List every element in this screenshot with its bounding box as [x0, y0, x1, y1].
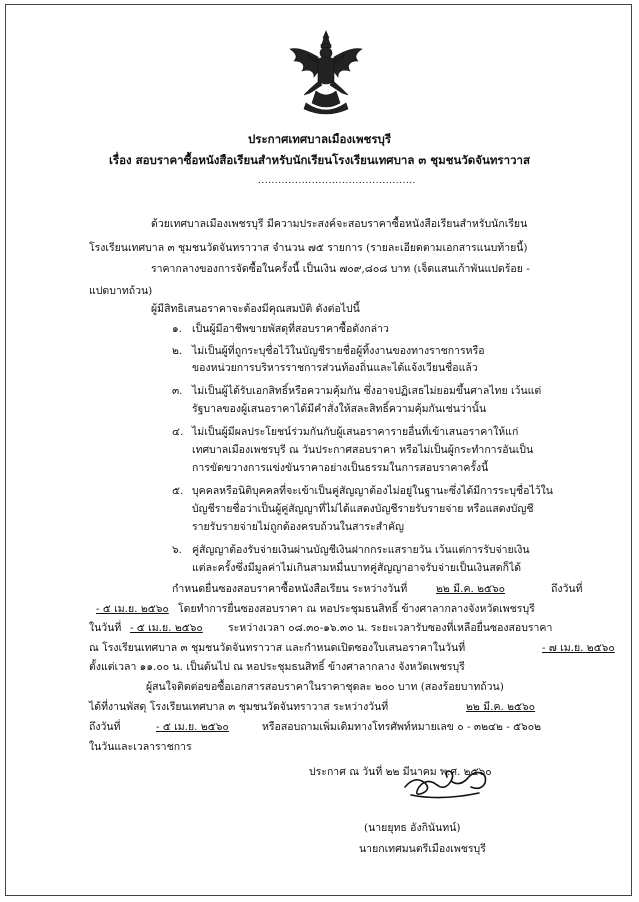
- qual-item-text: รายรับรายจ่ายไม่ถูกต้องครบถ้วนในสาระสำคัญ: [192, 521, 404, 533]
- qual-item-text: ไม่เป็นผู้ได้รับเอกสิทธิ์หรือความคุ้มกัน ซึ่งอาจปฏิเสธไม่ยอมขึ้นศาลไทย เว้นแต่: [192, 385, 542, 397]
- schedule-date: - ๗ เม.ย. ๒๕๖๐: [542, 642, 615, 654]
- document-title: ประกาศเทศบาลเมืองเพชรบุรี: [248, 132, 391, 146]
- qual-item-text: เทศบาลเมืองเพชรบุรี ณ วันประกาศสอบราคา หรือไม่เป็นผู้กระทำการอันเป็น: [192, 444, 534, 456]
- qual-item-number: ๖.: [172, 544, 183, 556]
- schedule-date: - ๕ เม.ย. ๒๕๖๐: [156, 721, 229, 733]
- schedule-line: ณ โรงเรียนเทศบาล ๓ ชุมชนวัดจันทราวาส และกำหนดเปิดซองใบเสนอราคาในวันที่: [89, 642, 466, 654]
- schedule-line: ถึงวันที่: [89, 721, 121, 733]
- schedule-line: ในวันที่: [89, 622, 122, 634]
- qualifications-heading: ผู้มีสิทธิเสนอราคาจะต้องมีคุณสมบัติ ดังต่อไปนี้: [151, 303, 360, 315]
- qual-item-text: เป็นผู้มีอาชีพขายพัสดุที่สอบราคาซื้อดังกล่าว: [192, 323, 389, 335]
- schedule-date: ๒๒ มี.ค. ๒๕๖๐: [436, 583, 506, 595]
- qual-item-text: บัญชีรายชื่อว่าเป็นผู้คู่สัญญาที่ไม่ได้แสดงบัญชีรายรับรายจ่าย หรือแสดงบัญชี: [192, 503, 534, 515]
- qual-item-text: ไม่เป็นผู้มีผลประโยชน์ร่วมกันกับผู้เสนอราคารายอื่นที่เข้าเสนอราคาให้แก่: [192, 426, 519, 438]
- qual-item-number: ๓.: [172, 385, 183, 397]
- separator-dots: ...............................................: [258, 176, 416, 186]
- schedule-line: ระหว่างเวลา ๐๘.๓๐-๑๖.๓๐ น. ระยะเวลารับซองที่เหลือยื่นซองสอบราคา: [228, 622, 553, 634]
- schedule-line: ถึงวันที่: [551, 583, 583, 595]
- schedule-date: - ๕ เม.ย. ๒๕๖๐: [130, 622, 203, 634]
- qual-item-text: คู่สัญญาต้องรับจ่ายเงินผ่านบัญชีเงินฝากกระแสรายวัน เว้นแต่การรับจ่ายเงิน: [192, 544, 530, 556]
- signatory-name: (นายยุทธ อังกินันทน์): [364, 822, 461, 834]
- schedule-line: ได้ที่งานพัสดุ โรงเรียนเทศบาล ๓ ชุมชนวัดจันทราวาส ระหว่างวันที่: [89, 701, 389, 713]
- signatory-position: นายกเทศมนตรีเมืองเพชรบุรี: [359, 843, 486, 855]
- schedule-line: ในวันและเวลาราชการ: [89, 741, 192, 753]
- announcement-date: ประกาศ ณ วันที่ ๒๒ มีนาคม พ.ศ. ๒๕๖๐: [309, 766, 492, 778]
- intro-line-3: ราคากลางของการจัดซื้อในครั้งนี้ เป็นเงิน ๗๐๙,๘๐๘ บาท (เจ็ดแสนเก้าพันแปดร้อย -: [151, 263, 530, 275]
- schedule-date: - ๕ เม.ย. ๒๕๖๐: [96, 603, 169, 615]
- qual-item-text: บุคคลหรือนิติบุคคลที่จะเข้าเป็นคู่สัญญาต้องไม่อยู่ในฐานะซึ่งได้มีการระบุชื่อไว้ใน: [192, 485, 553, 497]
- qual-item-text: การขัดขวางการแข่งขันราคาอย่างเป็นธรรมในการสอบราคาครั้งนี้: [192, 462, 489, 474]
- qual-item-number: ๕.: [172, 485, 184, 497]
- schedule-line: โดยทำการยื่นซองสอบราคา ณ หอประชุมธนสิทธิ์ ข้างศาลากลางจังหวัดเพชรบุรี: [178, 603, 535, 615]
- qual-item-text: แต่ละครั้งซึ่งมีมูลค่าไม่เกินสามหมื่นบาทคู่สัญญาอาจรับจ่ายเป็นเงินสดก็ได้: [192, 562, 522, 574]
- qual-item-text: ไม่เป็นผู้ที่ถูกระบุชื่อไว้ในบัญชีรายชื่อผู้ทิ้งงานของทางราชการหรือ: [192, 345, 485, 357]
- qual-item-text: รัฐบาลของผู้เสนอราคาได้มีคำสั่งให้สละสิทธิ์ความคุ้มกันเช่นว่านั้น: [192, 403, 487, 415]
- garuda-emblem: [288, 29, 364, 115]
- schedule-line: ตั้งแต่เวลา ๑๑.๐๐ น. เป็นต้นไป ณ หอประชุมธนสิทธิ์ ข้างศาลากลาง จังหวัดเพชรบุรี: [89, 661, 465, 673]
- schedule-date: ๒๒ มี.ค. ๒๕๖๐: [466, 701, 536, 713]
- schedule-line: ผู้สนใจติดต่อขอซื้อเอกสารสอบราคาในราคาชุดละ ๒๐๐ บาท (สองร้อยบาทถ้วน): [146, 681, 504, 693]
- qual-item-number: ๑.: [172, 323, 183, 335]
- qual-item-number: ๔.: [172, 426, 184, 438]
- signature-image: [401, 757, 491, 802]
- document-subject: เรื่อง สอบราคาซื้อหนังสือเรียนสำหรับนักเรียนโรงเรียนเทศบาล ๓ ชุมชนวัดจันทราวาส: [109, 153, 530, 167]
- schedule-line: หรือสอบถามเพิ่มเติมทางโทรศัพท์หมายเลข ๐ - ๓๒๔๒ - ๕๖๐๒: [262, 721, 542, 733]
- schedule-line: กำหนดยื่นซองสอบราคาซื้อหนังสือเรียน ระหว่างวันที่: [172, 583, 408, 595]
- intro-line-2: โรงเรียนเทศบาล ๓ ชุมชนวัดจันทราวาส จำนวน ๗๕ รายการ (รายละเอียดตามเอกสารแนบท้ายนี้): [89, 242, 528, 254]
- document-page: [5, 4, 632, 896]
- intro-line-1: ด้วยเทศบาลเมืองเพชรบุรี มีความประสงค์จะสอบราคาซื้อหนังสือเรียนสำหรับนักเรียน: [151, 218, 528, 230]
- qual-item-number: ๒.: [172, 345, 183, 357]
- intro-line-4: แปดบาทถ้วน): [89, 285, 153, 297]
- qual-item-text: ของหน่วยการบริหารราชการส่วนท้องถิ่นและได้แจ้งเวียนชื่อแล้ว: [192, 362, 478, 374]
